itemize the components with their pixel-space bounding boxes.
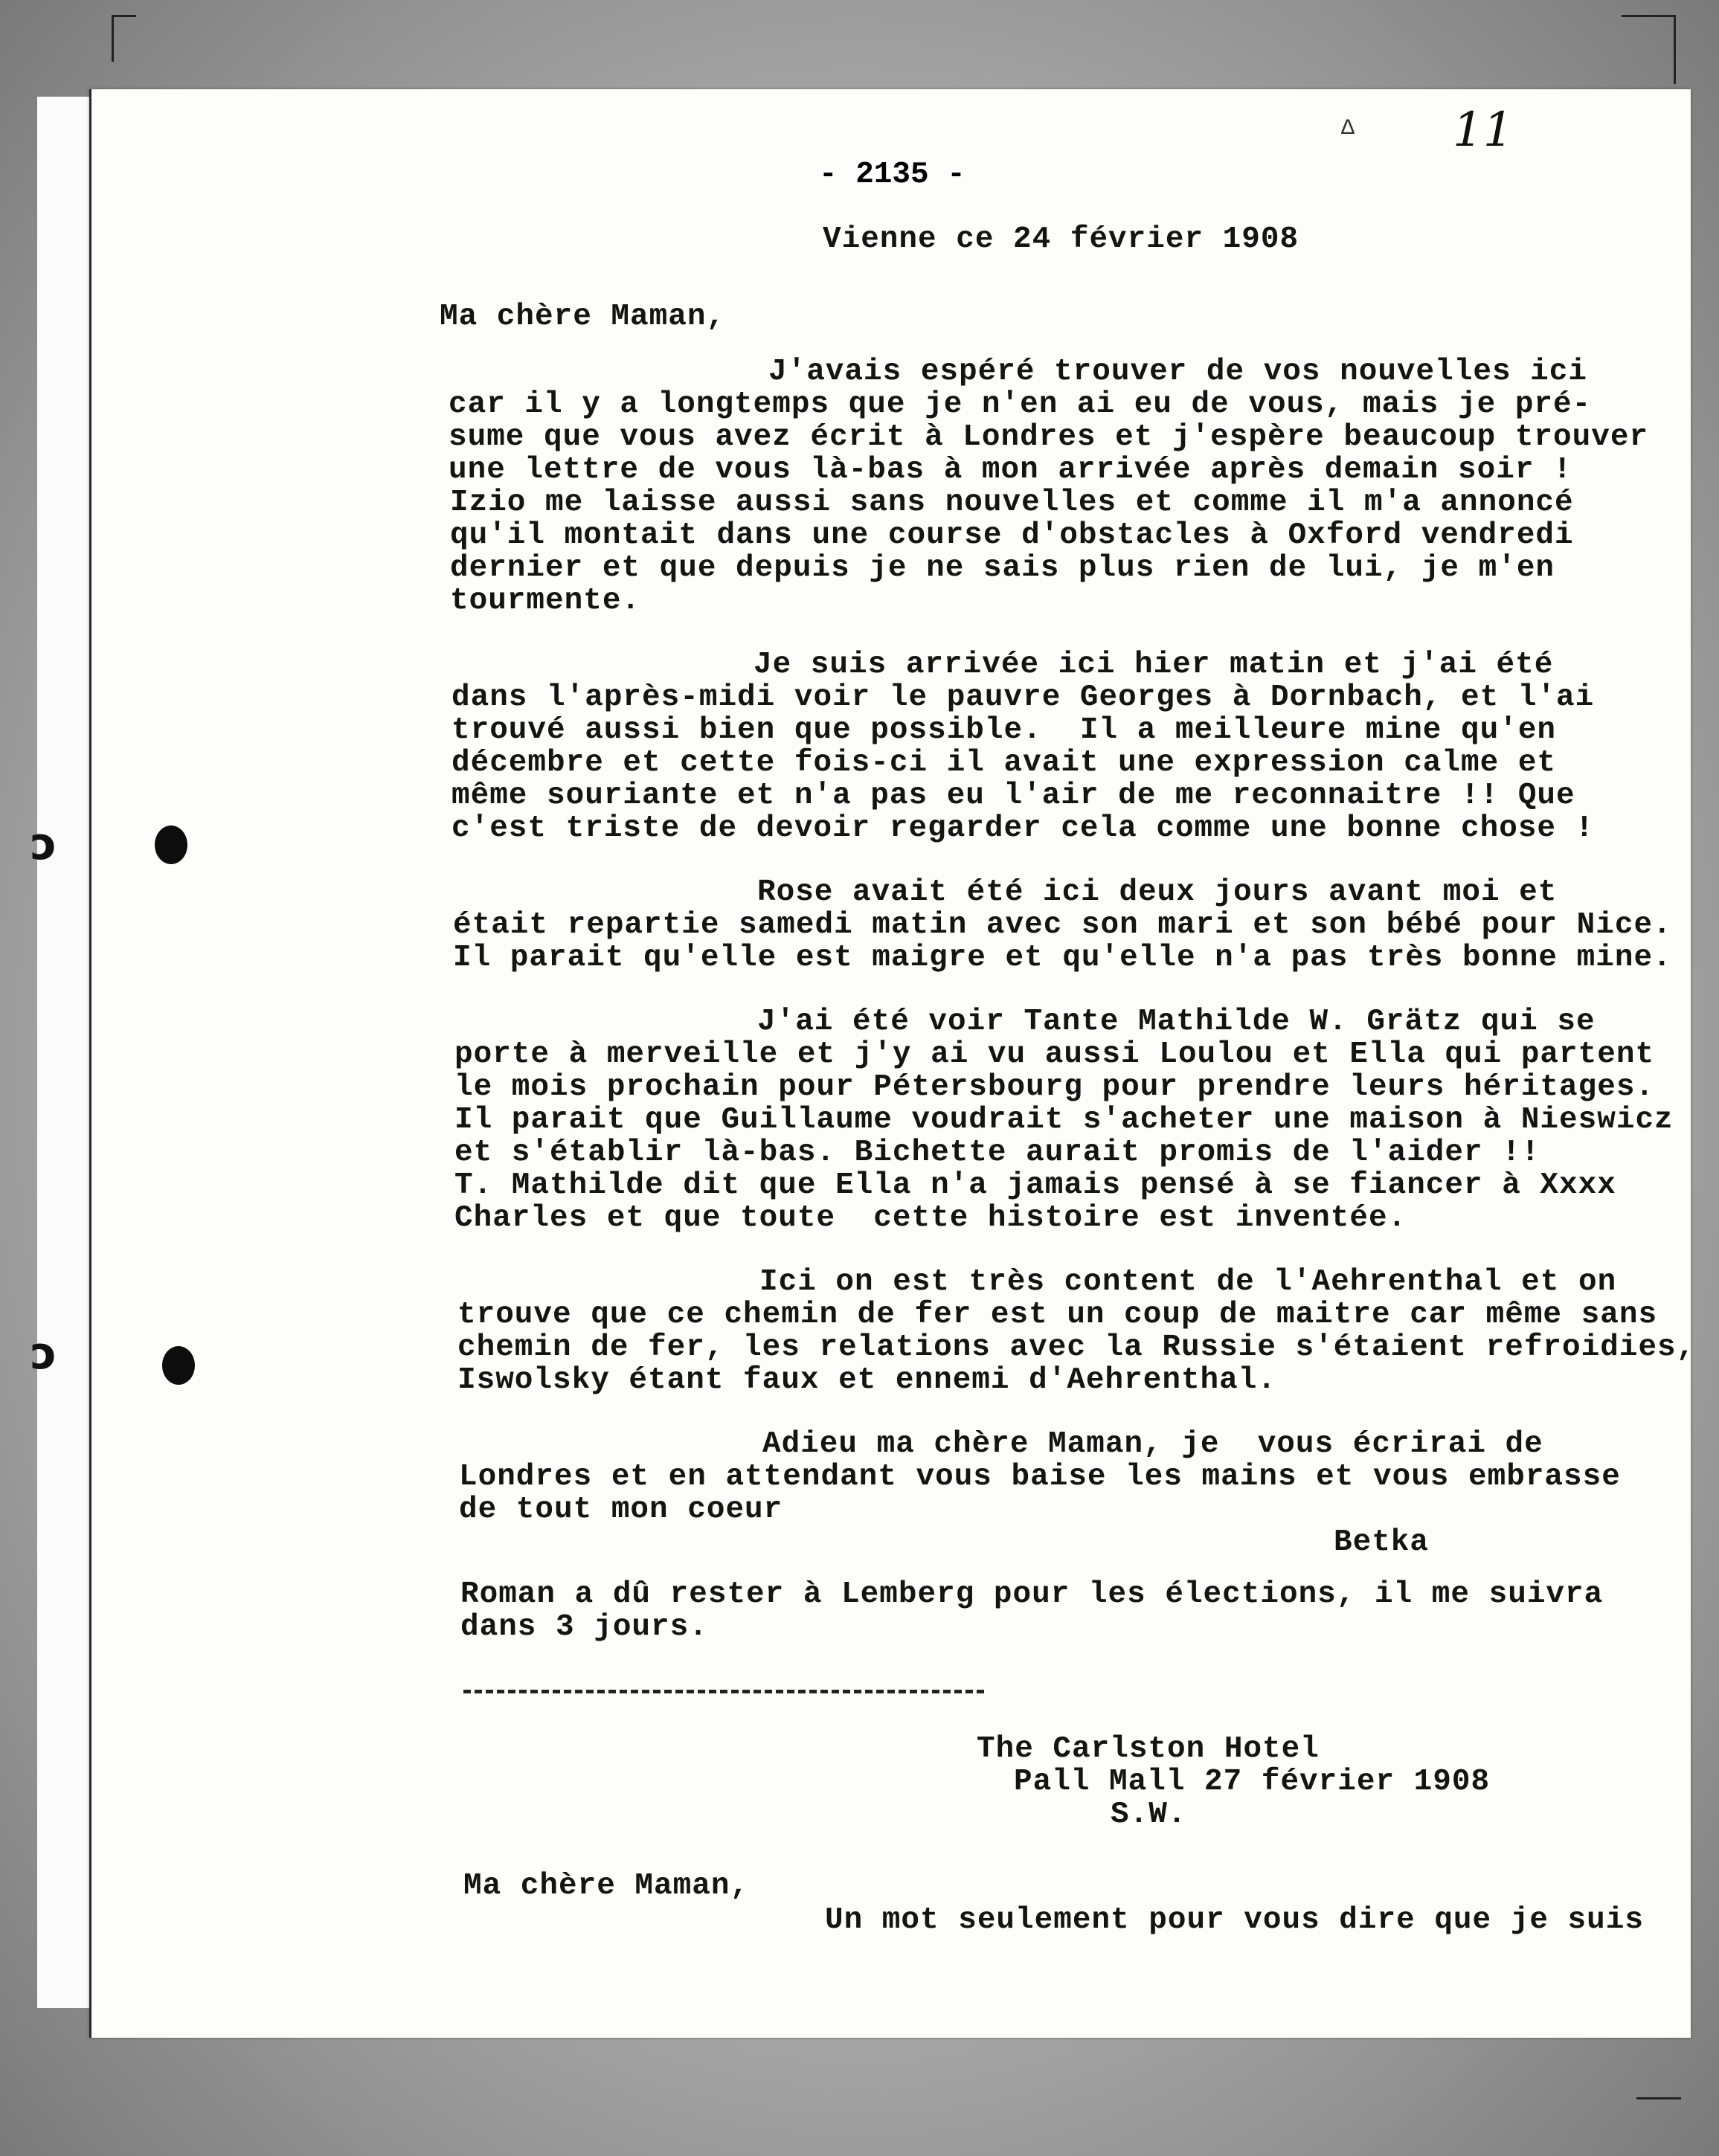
letter1-date: Vienne ce 24 février 1908 — [823, 222, 1299, 257]
letter1-p6-line: de tout mon coeur — [459, 1493, 783, 1527]
letter1-p1-line: tourmente. — [450, 584, 641, 618]
letter1-p2-line: Je suis arrivée ici hier matin et j'ai été — [754, 648, 1554, 682]
letter1-p3-line: Rose avait été ici deux jours avant moi et — [757, 875, 1558, 910]
page-number: - 2135 - — [819, 158, 965, 192]
letter1-salutation: Ma chère Maman, — [440, 300, 726, 334]
crop-mark-top-left — [112, 15, 136, 62]
letter1-p2-line: trouvé aussi bien que possible. Il a meilleure mine qu'en — [452, 713, 1557, 747]
letter1-p4-line: Il parait que Guillaume voudrait s'acheter une maison à Nieswicz — [454, 1103, 1674, 1137]
letter1-p1-line: qu'il montait dans une course d'obstacles à Oxford vendredi — [450, 518, 1574, 553]
typed-page — [30, 89, 1696, 2038]
letter2-first-line: Un mot seulement pour vous dire que je suis — [825, 1903, 1644, 1937]
letter1-p1-line: une lettre de vous là-bas à mon arrivée après demain soir ! — [449, 453, 1572, 487]
letter1-p4-line: et s'établir là-bas. Bichette aurait promis de l'aider !! — [454, 1136, 1540, 1170]
letter1-p1-line: J'avais espéré trouver de vos nouvelles ici — [768, 355, 1587, 389]
letter1-p2-line: dans l'après-midi voir le pauvre Georges à Dornbach, et l'ai — [452, 680, 1595, 715]
letter1-p2-line: c'est triste de devoir regarder cela comme une bonne chose ! — [452, 811, 1595, 846]
letter-divider — [463, 1690, 984, 1696]
ink-mark: Δ — [1341, 116, 1355, 141]
letter1-signature: Betka — [1334, 1525, 1430, 1560]
handwritten-folio: 11 — [1453, 103, 1514, 158]
letter1-p4-line: le mois prochain pour Pétersbourg pour prendre leurs héritages. — [454, 1070, 1655, 1104]
crop-mark-bottom-right — [1636, 2097, 1681, 2129]
binder-ring-mark-icon: ɔ — [30, 1328, 57, 1380]
punch-hole-icon — [155, 826, 187, 864]
letter1-p4-line: Charles et que toute cette histoire est inventée. — [454, 1201, 1407, 1235]
letter2-address-line: The Carlston Hotel — [977, 1732, 1320, 1766]
letter1-p4-line: T. Mathilde dit que Ella n'a jamais pensé à se fiancer à Xxxx — [454, 1168, 1616, 1203]
letter1-p4-line: J'ai été voir Tante Mathilde W. Grätz qui se — [757, 1005, 1596, 1039]
letter2-address-line: Pall Mall 27 février 1908 — [1014, 1765, 1491, 1799]
letter2-salutation: Ma chère Maman, — [463, 1869, 750, 1903]
letter1-p5-line: Iswolsky étant faux et ennemi d'Aehrenthal. — [457, 1363, 1276, 1397]
punch-hole-icon — [162, 1346, 195, 1385]
letter1-p3-line: Il parait qu'elle est maigre et qu'elle n'a pas très bonne mine. — [453, 941, 1672, 975]
letter1-p4-line: porte à merveille et j'y ai vu aussi Loulou et Ella qui partent — [454, 1037, 1655, 1072]
letter1-p2-line: même souriante et n'a pas eu l'air de me reconnaitre !! Que — [452, 779, 1575, 813]
letter1-p6-line: Adieu ma chère Maman, je vous écrirai de — [762, 1427, 1543, 1461]
letter1-p1-line: Izio me laisse aussi sans nouvelles et comme il m'a annoncé — [450, 486, 1574, 520]
letter1-p3-line: était repartie samedi matin avec son mari et son bébé pour Nice. — [453, 908, 1672, 942]
letter1-p1-line: car il y a longtemps que je n'en ai eu de vous, mais je pré- — [449, 387, 1592, 422]
letter1-p1-line: sume que vous avez écrit à Londres et j'espère beaucoup trouver — [449, 420, 1649, 454]
letter1-postscript-line: dans 3 jours. — [460, 1610, 708, 1644]
letter1-p6-line: Londres et en attendant vous baise les mains et vous embrasse — [459, 1460, 1621, 1494]
letter1-p5-line: Ici on est très content de l'Aehrenthal et on — [759, 1265, 1617, 1299]
crop-mark-top-right — [1622, 15, 1676, 84]
letter2-address-line: S.W. — [1111, 1798, 1187, 1832]
letter1-p2-line: décembre et cette fois-ci il avait une expression calme et — [452, 746, 1557, 780]
letter1-p5-line: trouve que ce chemin de fer est un coup de maitre car même sans — [457, 1298, 1658, 1332]
letter1-p1-line: dernier et que depuis je ne sais plus rien de lui, je m'en — [450, 551, 1555, 585]
binder-ring-mark-icon: ɔ — [30, 818, 57, 870]
letter1-p5-line: chemin de fer, les relations avec la Russie s'étaient refroidies, — [457, 1330, 1696, 1365]
letter1-postscript-line: Roman a dû rester à Lemberg pour les élections, il me suivra — [460, 1577, 1604, 1612]
